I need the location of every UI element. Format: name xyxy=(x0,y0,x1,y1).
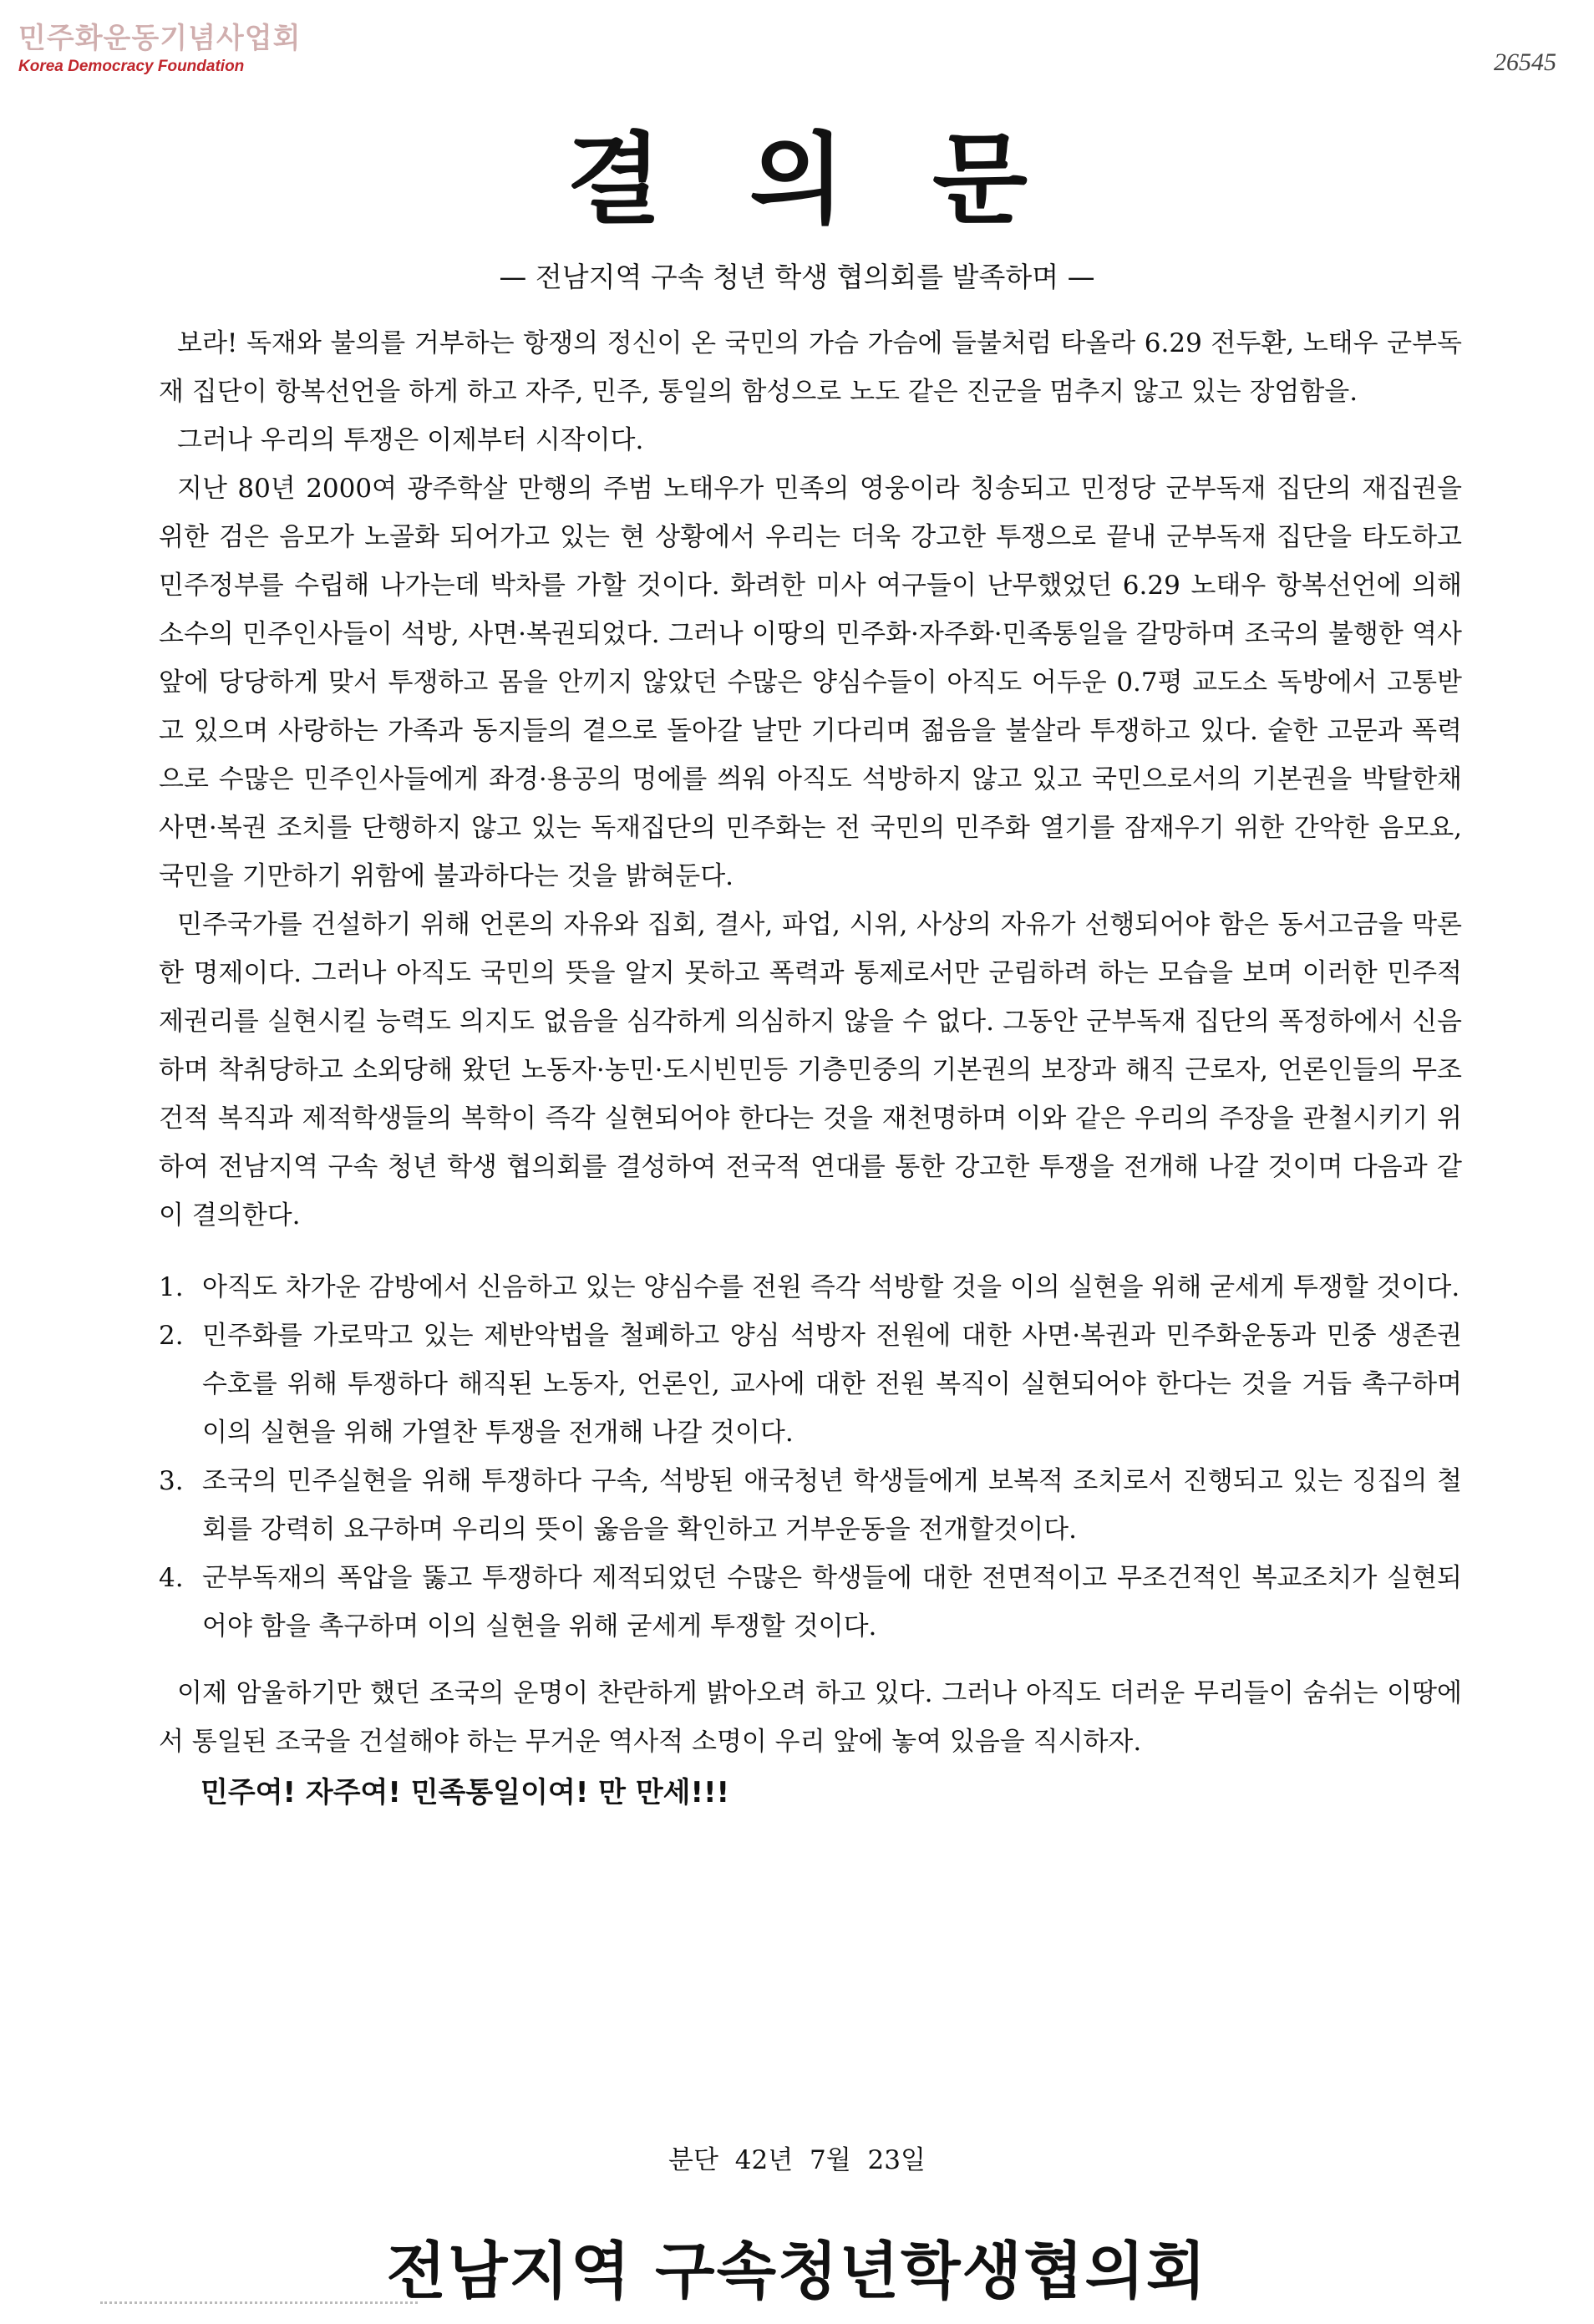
archive-number: 26545 xyxy=(1494,48,1556,76)
resolution-text: 아직도 차가운 감방에서 신음하고 있는 양심수를 전원 즉각 석방할 것을 이의 실현을 위해 굳세게 투쟁할 것이다. xyxy=(202,1272,1460,1302)
resolution-text: 민주화를 가로막고 있는 제반악법을 철폐하고 양심 석방자 전원에 대한 사면·복권과 민주화운동과 민중 생존권 수호를 위해 투쟁하다 해직된 노동자, 언론인, 교사에 대한 전원 복직이 실현되어야 한다는 것을 거듭 촉구하며 이의 실현을 위해 가열찬 투쟁을 전개해 나갈 것이다. xyxy=(202,1321,1462,1448)
scan-artifact xyxy=(100,2301,418,2311)
paragraph-democracy: 민주국가를 건설하기 위해 언론의 자유와 집회, 결사, 파업, 시위, 사상의 자유가 선행되어야 함은 동서고금을 막론한 명제이다. 그러나 아직도 국민의 뜻을 알지 못하고 폭력과 통제로서만 군림하려 하는 모습을 보며 이러한 민주적 제권리를 실현시킬 능력도 의지도 없음을 심각하게 의심하지 않을 수 없다. 그동안 군부독재 집단의 폭정하에서 신음하며 착취당하고 소외당해 왔던 노동자·농민·도시빈민등 기층민중의 기본권의 보장과 해직 근로자, 언론인들의 무조건적 복직과 제적학생들의 복학이 즉각 실현되어야 한다는 것을 재천명하며 이와 같은 우리의 주장을 관철시키기 위하여 전남지역 구속 청년 학생 협의회를 결성하여 전국적 연대를 통한 강고한 투쟁을 전개해 나갈 것이며 다음과 같이 결의한다. xyxy=(159,910,1462,1231)
logo-korean-text: 민주화운동기념사업회 xyxy=(18,22,302,55)
paragraph-intro: 보라! 독재와 불의를 거부하는 항쟁의 정신이 온 국민의 가슴 가슴에 들불처럼 타올라 6.29 전두환, 노태우 군부독재 집단이 항복선언을 하게 하고 자주, 민주, 통일의 함성으로 노도 같은 진군을 멈추지 않고 있는 장엄함을. xyxy=(159,328,1462,407)
document-date: 분단 42년 7월 23일 xyxy=(668,2145,926,2175)
logo-english-text: Korea Democracy Foundation xyxy=(18,58,245,75)
resolution-number: 2. xyxy=(159,1321,184,1351)
resolution-text: 군부독재의 폭압을 뚫고 투쟁하다 제적되었던 수많은 학생들에 대한 전면적이고 무조건적인 복교조치가 실현되어야 함을 촉구하며 이의 실현을 위해 굳세게 투쟁할 것이다. xyxy=(202,1563,1462,1642)
resolution-number: 4. xyxy=(159,1563,184,1593)
resolution-item xyxy=(159,1554,1462,1651)
spacer xyxy=(159,1240,1462,1263)
resolution-item xyxy=(159,1312,1462,1457)
resolution-number: 1. xyxy=(159,1272,184,1302)
resolution-number: 3. xyxy=(159,1466,184,1496)
paragraph-start: 그러나 우리의 투쟁은 이제부터 시작이다. xyxy=(177,425,644,455)
foundation-logo xyxy=(18,15,301,76)
paragraph-struggle: 지난 80년 2000여 광주학살 만행의 주범 노태우가 민족의 영웅이라 칭송되고 민정당 군부독재 집단의 재집권을 위한 검은 음모가 노골화 되어가고 있는 현 상황에서 우리는 더욱 강고한 투쟁으로 끝내 군부독재 집단을 타도하고 민주정부를 수립해 나가는데 박차를 가할 것이다. 화려한 미사 여구들이 난무했었던 6.29 노태우 항복선언에 의해 소수의 민주인사들이 석방, 사면·복권되었다. 그러나 이땅의 민주화·자주화·민족통일을 갈망하며 조국의 불행한 역사 앞에 당당하게 맞서 투쟁하고 몸을 안끼지 않았던 수많은 양심수들이 아직도 어두운 0.7평 교도소 독방에서 고통받고 있으며 사랑하는 가족과 동지들의 곁으로 돌아갈 날만 기다리며 젊음을 불살라 투쟁하고 있다. 숱한 고문과 폭력으로 수많은 민주인사들에게 좌경·용공의 멍에를 씌워 아직도 석방하지 않고 있고 국민으로서의 기본권을 박탈한채 사면·복권 조치를 단행하지 않고 있는 독재집단의 민주화는 전 국민의 민주화 열기를 잠재우기 위한 간악한 음모요, 국민을 기만하기 위함에 불과하다는 것을 밝혀둔다. xyxy=(159,474,1462,891)
document-subtitle: — 전남지역 구속 청년 학생 협의회를 발족하며 — xyxy=(499,261,1095,293)
spacer xyxy=(159,1651,1462,1669)
organization-signature: 전남지역 구속청년학생협의회 xyxy=(386,2235,1208,2307)
resolution-item xyxy=(159,1457,1462,1554)
document-body xyxy=(159,319,1462,1819)
resolution-item xyxy=(159,1263,1462,1312)
resolution-text: 조국의 민주실현을 위해 투쟁하다 구속, 석방된 애국청년 학생들에게 보복적 조치로서 진행되고 있는 징집의 철회를 강력히 요구하며 우리의 뜻이 옳음을 확인하고 거부운동을 전개할것이다. xyxy=(202,1466,1462,1545)
paragraph-closing: 이제 암울하기만 했던 조국의 운명이 찬란하게 밝아오려 하고 있다. 그러나 아직도 더러운 무리들이 숨쉬는 이땅에서 통일된 조국을 건설해야 하는 무거운 역사적 소명이 우리 앞에 놓여 있음을 직시하자. xyxy=(159,1678,1462,1757)
slogan: 민주여! 자주여! 민족통일이여! 만 만세!!! xyxy=(201,1776,730,1809)
resolution-list xyxy=(159,1263,1462,1651)
document-title: 결의문 xyxy=(566,121,1115,237)
